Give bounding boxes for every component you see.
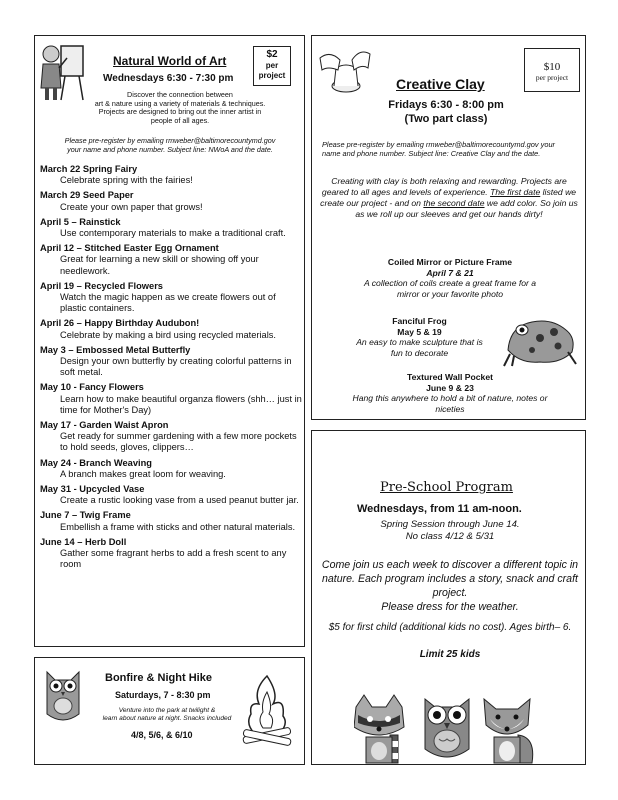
schedule-desc: Learn how to make beautiful organza flowers (shh… just in time for Mother's Day) — [60, 393, 302, 415]
schedule-date: May 24 - Branch Weaving — [40, 457, 152, 468]
schedule-desc: Create your own paper that grows! — [60, 201, 203, 212]
raccoon-icon — [354, 693, 414, 765]
intro-text: listed we create our project - and on — [320, 187, 577, 208]
schedule-date: April 5 – Rainstick — [40, 216, 121, 227]
project-name: Fanciful Frog — [392, 316, 447, 326]
description-line: Venture into the park at twilight & — [118, 707, 216, 714]
schedule-item — [40, 164, 302, 186]
price-unit: per project — [535, 73, 569, 82]
clay-project — [352, 257, 548, 299]
schedule-date: April 26 – Happy Birthday Audubon! — [40, 318, 200, 329]
preschool-time: Wednesdays, from 11 am-noon. — [357, 503, 522, 515]
owl-icon — [41, 664, 85, 726]
creative-clay-title: Creative Clay — [396, 76, 485, 92]
schedule-date: May 3 – Embossed Metal Butterfly — [40, 344, 191, 355]
project-dates: April 7 & 21 — [426, 267, 474, 278]
natural-world-title: Natural World of Art — [113, 54, 227, 68]
natural-world-price-badge — [253, 46, 291, 86]
fox-icon — [482, 695, 536, 765]
schedule-date: March 22 Spring Fairy — [40, 164, 138, 174]
project-desc: A collection of coils create a great frame for a mirror or your favorite photo — [363, 278, 537, 299]
preschool-panel — [311, 430, 586, 765]
body-text: Come join us each week to discover a different topic in nature. Each program includes a story, snack and craft project. — [321, 559, 579, 599]
frog-icon — [500, 312, 580, 368]
schedule-desc: Design your own butterfly by creating colorful patterns in soft metal. — [60, 356, 292, 378]
schedule-date: March 29 Seed Paper — [40, 190, 134, 201]
schedule-desc: Get ready for summer gardening with a few more pockets to hold seeds, gloves, clippers… — [60, 431, 297, 453]
description-line: art & nature using a variety of materials & techniques. — [94, 98, 266, 108]
bonfire-panel — [34, 657, 305, 765]
schedule-desc: Use contemporary materials to make a traditional craft. — [60, 228, 286, 239]
schedule-desc: Gather some fragrant herbs to add a fresh scent to any room — [60, 548, 287, 570]
price-amount: $10 — [543, 61, 561, 73]
schedule-item — [40, 537, 302, 571]
session-line: Spring Session through June 14. — [380, 519, 520, 530]
bonfire-description — [85, 707, 249, 723]
creative-clay-time — [366, 98, 526, 126]
preschool-session — [332, 519, 568, 543]
bonfire-time: Saturdays, 7 - 8:30 pm — [115, 690, 211, 700]
schedule-list — [40, 164, 302, 575]
project-desc: An easy to make sculpture that is fun to decorate — [356, 337, 483, 358]
intro-first-date: The first date — [490, 187, 541, 197]
owl-icon — [421, 689, 473, 765]
schedule-desc: A branch makes great loom for weaving. — [60, 468, 226, 479]
schedule-item — [40, 190, 302, 212]
schedule-item — [40, 217, 302, 239]
schedule-item — [40, 420, 302, 454]
schedule-item — [40, 510, 302, 532]
schedule-item — [40, 458, 302, 480]
bonfire-title: Bonfire & Night Hike — [105, 672, 212, 684]
creative-clay-panel — [311, 35, 586, 420]
schedule-date: June 14 – Herb Doll — [40, 536, 127, 547]
preschool-limit: Limit 25 kids — [419, 649, 481, 660]
intro-text: we add color. So join us as we roll up our sleeves and get our hands dirty! — [355, 198, 578, 219]
schedule-date: April 19 – Recycled Flowers — [40, 280, 163, 291]
clay-project — [352, 372, 548, 414]
time-line: Fridays 6:30 - 8:00 pm — [388, 99, 504, 111]
schedule-desc: Celebrate by making a bird using recycled materials. — [60, 329, 276, 340]
project-desc: Hang this anywhere to hold a bit of nature, notes or niceties — [352, 393, 548, 414]
creative-clay-intro — [320, 176, 578, 220]
description-line: Projects are designed to bring out the inner artist in — [98, 107, 262, 117]
price-unit: per — [265, 61, 279, 70]
schedule-item — [40, 281, 302, 315]
natural-world-description — [75, 91, 285, 125]
project-dates: June 9 & 23 — [426, 382, 474, 393]
schedule-desc: Watch the magic happen as we create flowers out of plastic containers. — [60, 292, 276, 314]
preschool-title: Pre-School Program — [380, 480, 513, 495]
no-class-line: No class 4/12 & 5/31 — [405, 531, 495, 542]
schedule-item — [40, 484, 302, 506]
description-line: people of all ages. — [150, 115, 210, 125]
schedule-date: May 31 - Upcycled Vase — [40, 484, 145, 495]
project-dates: May 5 & 19 — [397, 326, 442, 337]
preschool-price: $5 for first child (additional kids no cost). Ages birth– 6. — [328, 622, 572, 633]
schedule-item — [40, 243, 302, 277]
preschool-body — [318, 558, 582, 614]
schedule-desc: Great for learning a new skill or showing off your needlework. — [60, 254, 259, 276]
natural-world-time: Wednesdays 6:30 - 7:30 pm — [103, 73, 234, 84]
register-line: your name and phone number. Subject line: NWoA and the date. — [67, 145, 273, 154]
project-name: Coiled Mirror or Picture Frame — [387, 257, 513, 267]
schedule-desc: Create a rustic looking vase from a used peanut butter jar. — [60, 495, 299, 506]
clay-project — [352, 316, 487, 358]
dress-text: Please dress for the weather. — [381, 601, 519, 613]
schedule-date: June 7 – Twig Frame — [40, 510, 131, 521]
schedule-item — [40, 345, 302, 379]
price-amount: $2 — [266, 49, 278, 60]
intro-second-date: the second date — [423, 198, 485, 208]
natural-world-panel — [34, 35, 305, 647]
description-line: learn about nature at night. Snacks included — [102, 715, 232, 722]
hands-clay-icon — [316, 40, 374, 98]
schedule-date: May 10 - Fancy Flowers — [40, 382, 144, 393]
creative-clay-register: Please pre-register by emailing rmweber@baltimorecountymd.gov your name and phone number. Subject line: Creative Clay and the date. — [322, 140, 556, 158]
schedule-desc: Embellish a frame with sticks and other natural materials. — [60, 521, 296, 532]
price-unit: project — [258, 71, 286, 80]
natural-world-register — [41, 136, 299, 154]
creative-clay-price-badge — [524, 48, 580, 92]
schedule-date: April 12 – Stitched Easter Egg Ornament — [40, 243, 219, 254]
description-line: Discover the connection between — [127, 90, 233, 99]
schedule-item — [40, 382, 302, 416]
schedule-desc: Celebrate spring with the fairies! — [60, 175, 193, 186]
project-name: Textured Wall Pocket — [407, 372, 493, 382]
time-line: (Two part class) — [404, 113, 488, 125]
bonfire-dates: 4/8, 5/6, & 6/10 — [131, 730, 193, 740]
schedule-item — [40, 318, 302, 340]
schedule-date: May 17 - Garden Waist Apron — [40, 420, 169, 431]
intro-text: Creating with clay is both relaxing and rewarding. Projects are geared to all ages and levels of experience. — [321, 176, 567, 197]
register-line: Please pre-register by emailing rmweber@baltimorecountymd.gov — [64, 136, 276, 145]
